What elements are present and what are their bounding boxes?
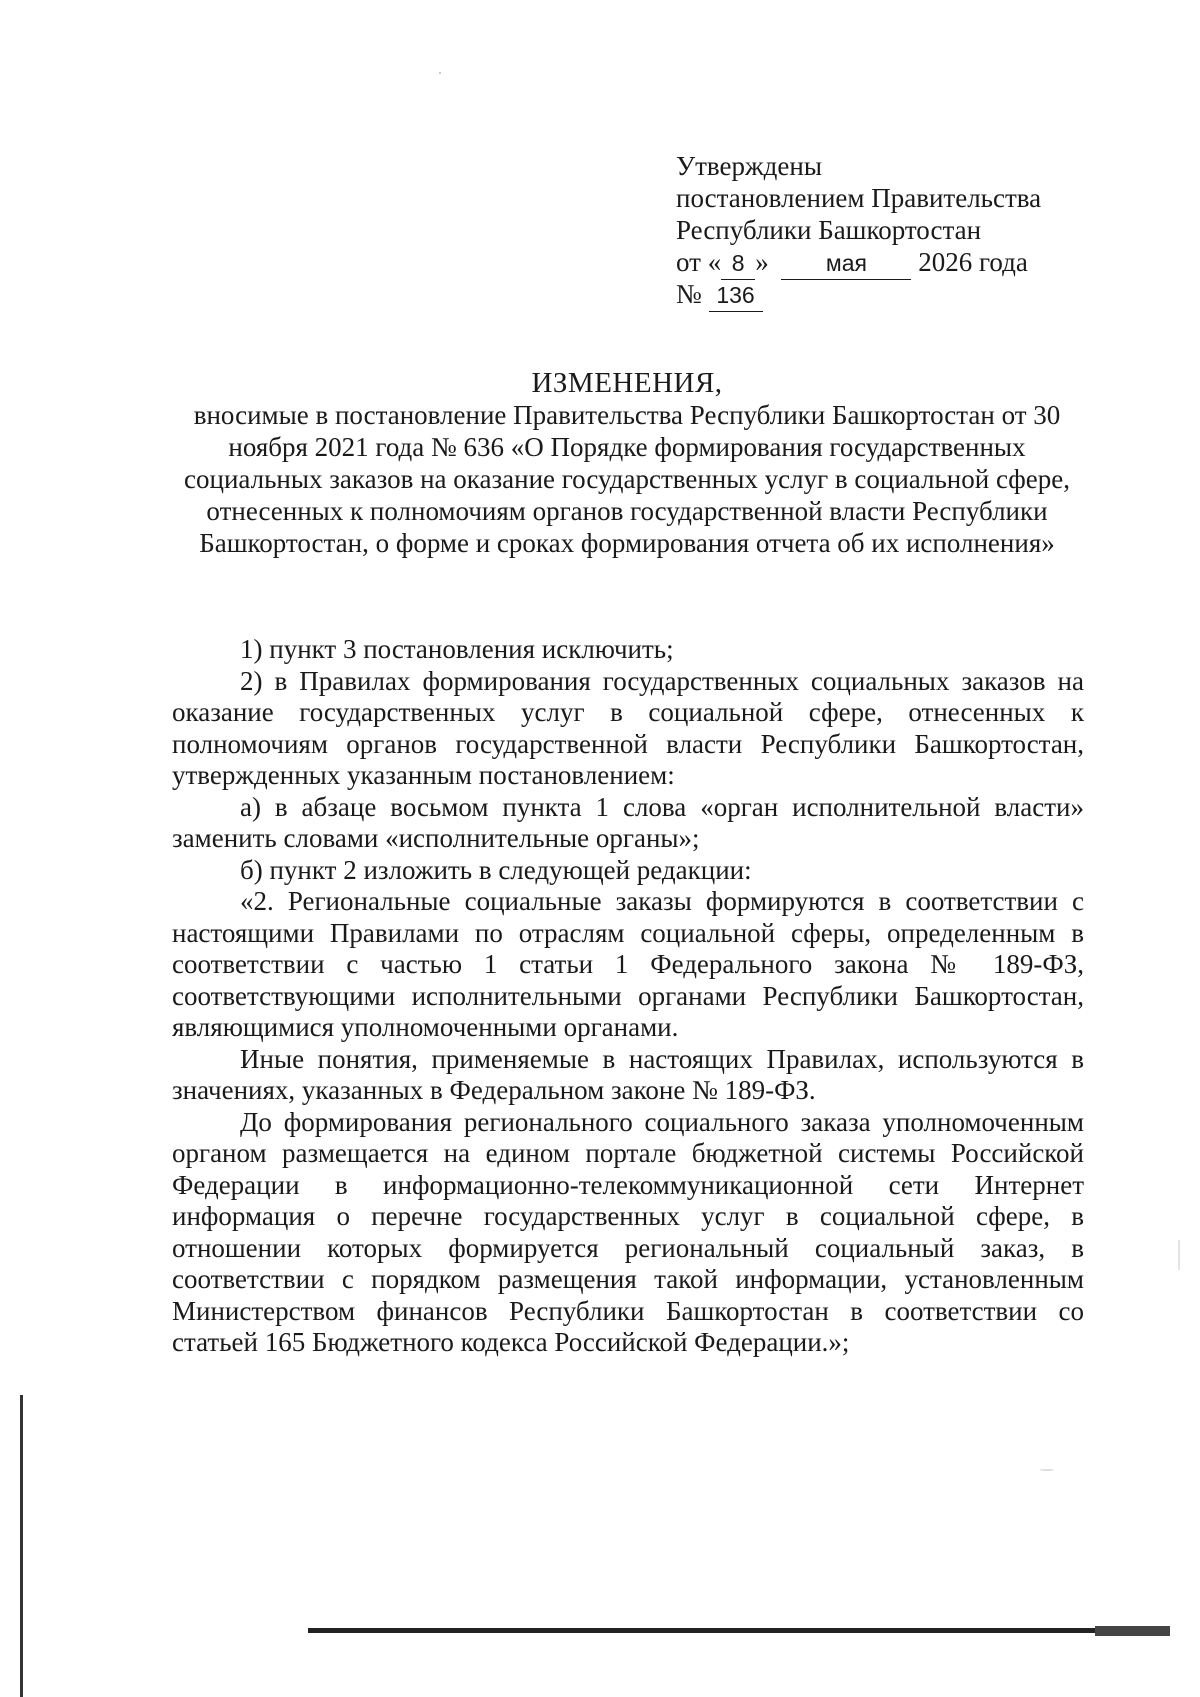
date-mid: » [755, 247, 769, 277]
body-paragraph: 1) пункт 3 постановления исключить; [240, 634, 674, 664]
document-title [172, 367, 1082, 559]
scan-speck [1040, 1469, 1054, 1471]
approval-date [676, 246, 1041, 278]
scan-bottom-line [308, 1628, 1170, 1633]
title-heading: ИЗМЕНЕНИЯ, [531, 367, 723, 399]
approval-number [676, 278, 1041, 310]
body-paragraph: 2) в Правилах формирования государственных социальных заказов на оказание государственных услуг в социальной сфере, отнесенных к полномочиям органов государственной власти Республики Башкортостан, утвержденных указанным постановлением: [172, 665, 1084, 790]
title-subtitle: вносимые в постановление Правительства Республики Башкортостан от 30 ноября 2021 года № 636 «О Порядке формирования государственных социальных заказов на оказание государственных услуг в социальной сфере, отнесенных к полномочиям органов государственной власти Республики Башкортостан, о форме и сроках формирования отчета об их исполнения» [184, 400, 1070, 558]
body-paragraph: До формирования регионального социального заказа уполномоченным органом размещается на едином портале бюджетной системы Российской Федерации в информационно-телекоммуникационной сети Интернет информация о перечне государственных услуг в социальной сфере, в отношении которых формируется региональный социальный заказ, в соответствии с порядком размещения такой информации, установленным Министерством финансов Республики Башкортостан в соответствии со статьей 165 Бюджетного кодекса Российской Федерации.»; [172, 1106, 1084, 1357]
body-paragraph: Иные понятия, применяемые в настоящих Правилах, используются в значениях, указанных в Федеральном законе № 189-ФЗ. [172, 1043, 1084, 1105]
date-prefix: от « [676, 247, 722, 277]
approval-stamp [676, 150, 1041, 310]
approval-line: Республики Башкортостан [676, 215, 982, 245]
date-year: 2026 года [918, 247, 1028, 277]
number-prefix: № [676, 279, 702, 309]
scan-speck [439, 72, 441, 74]
number-value: 136 [709, 279, 763, 312]
body-paragraph: «2. Региональные социальные заказы формируются в соответствии с настоящими Правилами по отраслям социальной сферы, определенным в соответствии с частью 1 статьи 1 Федерального закона № 189-ФЗ, соответствующими исполнительными органами Республики Башкортостан, являющимися уполномоченными органами. [172, 886, 1084, 1042]
date-day: 8 [721, 247, 755, 280]
body-paragraph: а) в абзаце восьмом пункта 1 слова «орган исполнительной власти» заменить словами «исполнительные органы»; [172, 791, 1084, 853]
scan-speck [1178, 1240, 1180, 1270]
scan-bottom-mark [1095, 1626, 1170, 1636]
date-month: мая [781, 247, 911, 280]
document-body [172, 634, 1084, 1359]
approval-line: постановлением Правительства [676, 183, 1042, 213]
approval-line: Утверждены [676, 151, 822, 181]
body-paragraph: б) пункт 2 изложить в следующей редакции: [240, 854, 752, 885]
scan-margin-line [20, 1395, 23, 1697]
